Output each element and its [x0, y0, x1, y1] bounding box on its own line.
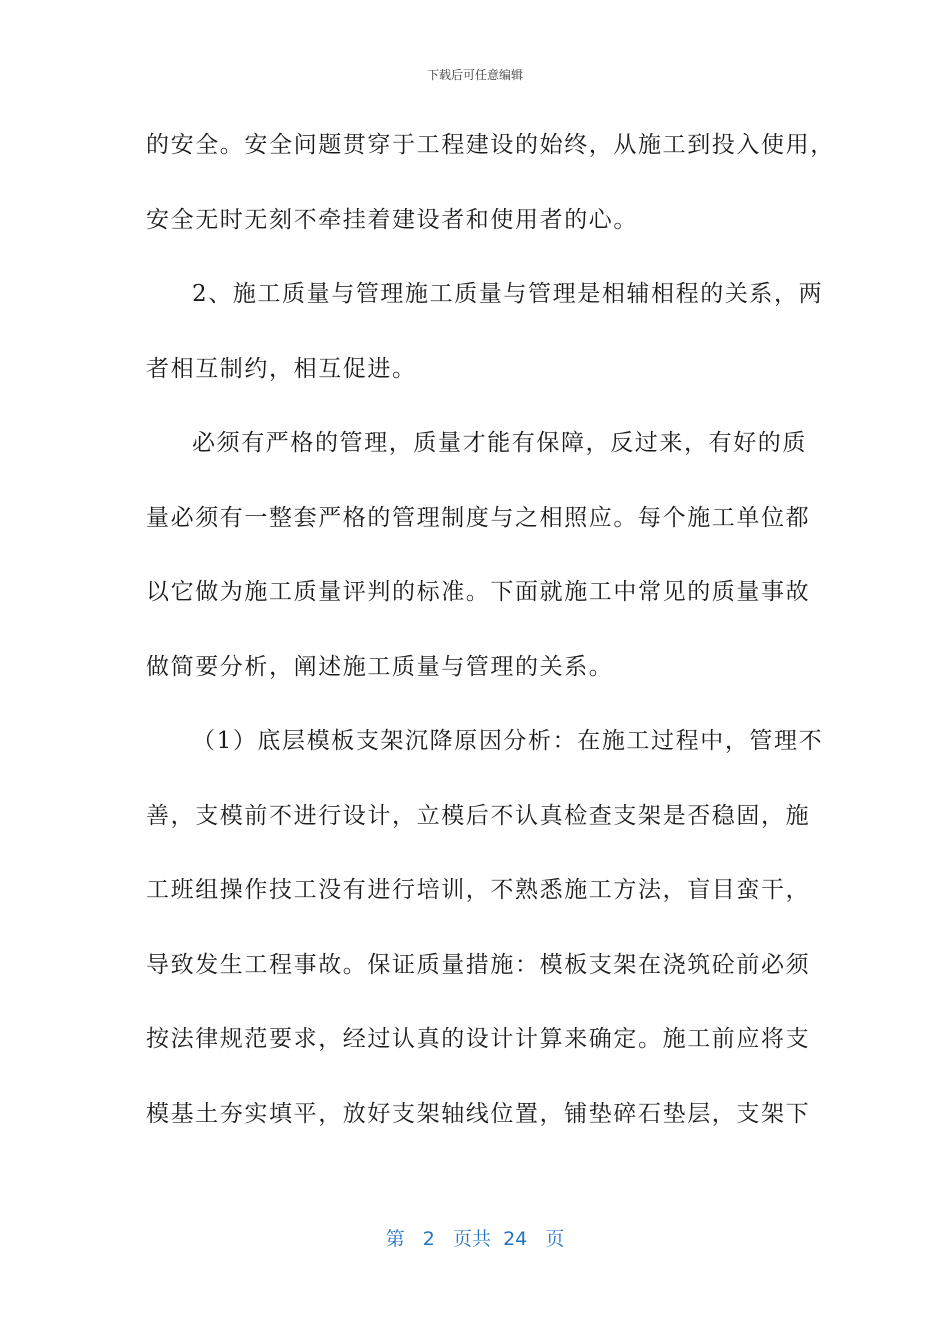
text-line: 2、施工质量与管理施工质量与管理是相辅相程的关系，两	[192, 281, 824, 307]
text-line: 安全无时无刻不牵挂着建设者和使用者的心。	[146, 206, 638, 233]
text-line: 善，支模前不进行设计，立模后不认真检查支架是否稳固，施	[146, 802, 811, 829]
text-line: 以它做为施工质量评判的标准。下面就施工中常见的质量事故	[146, 579, 811, 605]
text-line: 必须有严格的管理，质量才能有保障，反过来，有好的质	[192, 430, 807, 456]
text-line: （1）底层模板支架沉降原因分析：在施工过程中，管理不	[192, 728, 824, 754]
text-line: 导致发生工程事故。保证质量措施：模板支架在浇筑砼前必须	[146, 951, 811, 978]
text-line: 者相互制约，相互促进。	[146, 355, 417, 382]
text-line: 按法律规范要求，经过认真的设计计算来确定。施工前应将支	[146, 1026, 811, 1052]
page-footer	[0, 1224, 950, 1251]
text-line: 模基土夯实填平，放好支架轴线位置，铺垫碎石垫层，支架下	[146, 1100, 811, 1127]
footer-label-page: 第	[385, 1228, 405, 1250]
footer-label-total: 页共	[452, 1228, 491, 1250]
text-line: 的安全。安全问题贯穿于工程建设的始终，从施工到投入使用，	[146, 132, 835, 158]
text-line: 量必须有一整套严格的管理制度与之相照应。每个施工单位都	[146, 504, 811, 531]
footer-current-page: 2	[422, 1228, 435, 1250]
text-line: 工班组操作技工没有进行培训，不熟悉施工方法，盲目蛮干，	[146, 877, 811, 903]
text-line: 做简要分析，阐述施工质量与管理的关系。	[146, 653, 614, 680]
footer-total-pages: 24	[503, 1228, 528, 1250]
document-body	[146, 118, 835, 1161]
footer-label-end: 页	[545, 1228, 565, 1250]
page-header: 下载后可任意编辑	[426, 68, 523, 82]
